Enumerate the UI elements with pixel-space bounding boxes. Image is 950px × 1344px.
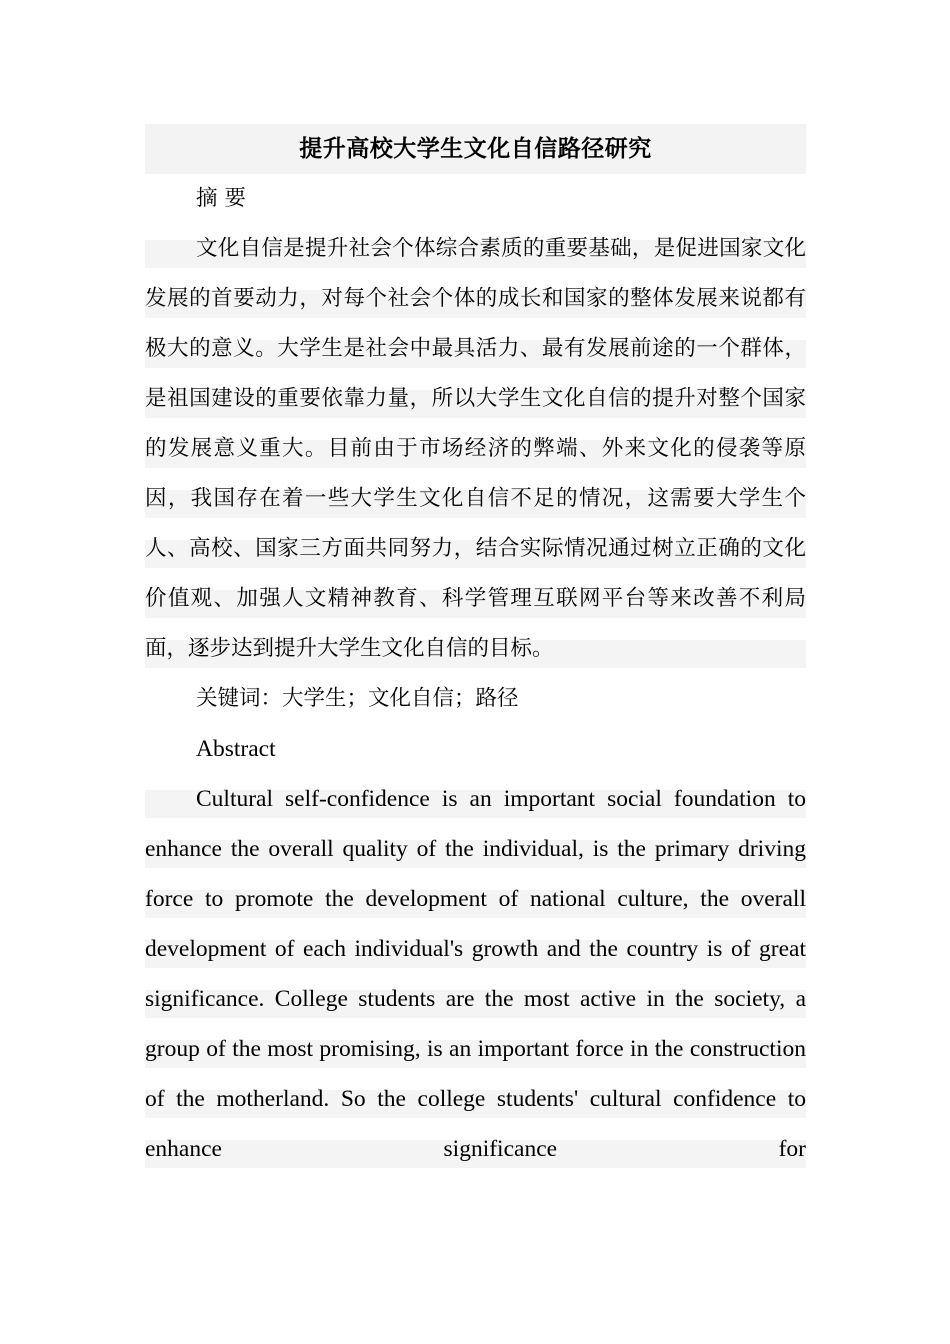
keywords-line: 关键词：大学生；文化自信；路径	[196, 686, 519, 711]
abstract-en-body: Cultural self-confidence is an important social foundation to enhance the overall quality of the individual, is the primary driving force to promote the development of national culture, the overall development of each individual's growth and the country is of great significance. College students are the most active in the society, a group of the most promising, is an important force in the construction of the motherland. So the college students' cultural confidence to enhance significance for	[145, 774, 806, 1174]
abstract-cn-heading: 摘 要	[196, 186, 246, 211]
abstract-cn-body: 文化自信是提升社会个体综合素质的重要基础，是促进国家文化发展的首要动力，对每个社会个体的成长和国家的整体发展来说都有极大的意义。大学生是社会中最具活力、最有发展前途的一个群体，是祖国建设的重要依靠力量，所以大学生文化自信的提升对整个国家的发展意义重大。目前由于市场经济的弊端、外来文化的侵袭等原因，我国存在着一些大学生文化自信不足的情况，这需要大学生个人、高校、国家三方面共同努力，结合实际情况通过树立正确的文化价值观、加强人文精神教育、科学管理互联网平台等来改善不利局面，逐步达到提升大学生文化自信的目标。	[145, 224, 806, 674]
document-title: 提升高校大学生文化自信路径研究	[145, 124, 806, 174]
abstract-en-heading: Abstract	[196, 736, 276, 762]
document-page	[145, 124, 806, 1174]
